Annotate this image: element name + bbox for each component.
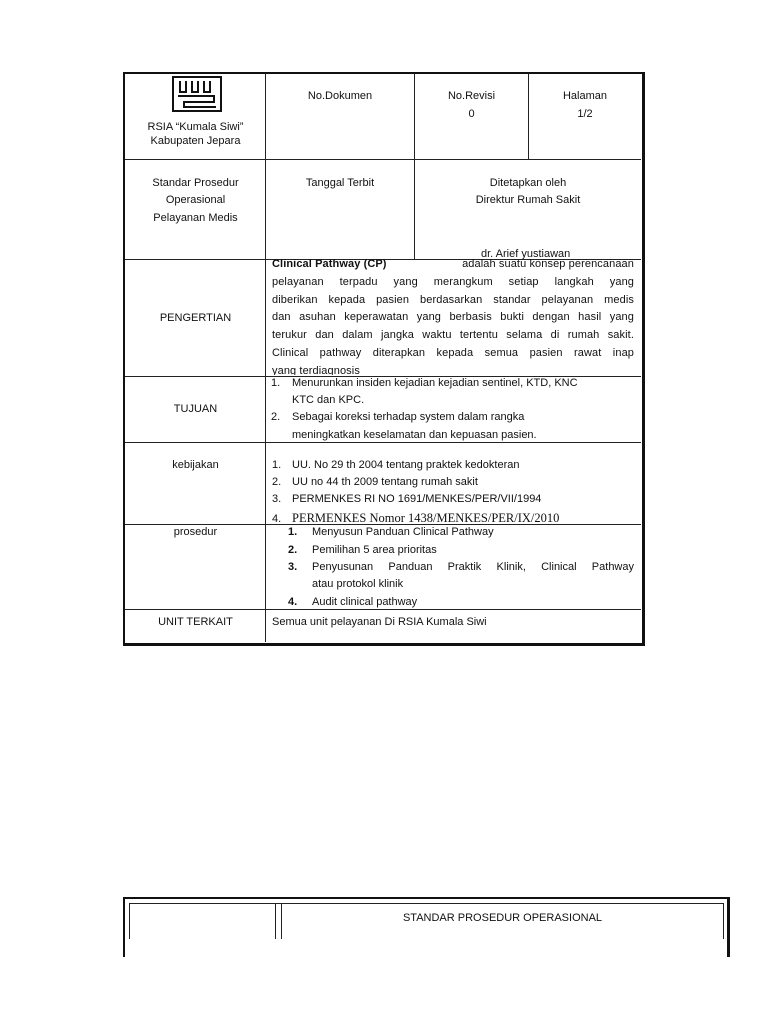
page2-table xyxy=(123,897,730,957)
prosedur-item-4-number: 4. xyxy=(288,596,298,608)
document-number-label: No.Dokumen xyxy=(307,90,373,102)
kebijakan-item-4: PERMENKES Nomor 1438/MENKES/PER/IX/2010 xyxy=(292,511,560,525)
tujuan-item-1-line2: KTC dan KPC. xyxy=(292,394,365,406)
page-value: 1/2 xyxy=(577,108,593,120)
hospital-name: RSIA “Kumala Siwi” xyxy=(147,121,244,133)
revision-value: 0 xyxy=(468,108,475,120)
set-by-line1: Ditetapkan oleh xyxy=(489,177,567,189)
hospital-logo-icon xyxy=(172,76,222,112)
page2-inner-border xyxy=(723,903,724,939)
page2-column-divider xyxy=(275,903,276,939)
kebijakan-item-1: UU. No 29 th 2004 tentang praktek kedokteran xyxy=(292,459,520,471)
kebijakan-item-2: UU no 44 th 2009 tentang rumah sakit xyxy=(292,476,478,488)
page2-inner-border xyxy=(129,903,724,904)
signatory-name: dr. Arief yustiawan xyxy=(481,248,571,260)
unit-terkait-label: UNIT TERKAIT xyxy=(158,616,233,628)
prosedur-item-3-number: 3. xyxy=(288,561,298,573)
prosedur-item-1-number: 1. xyxy=(288,526,298,538)
pengertian-text: Clinical Pathway (CP) adalah suatu konsep perencanaan pelayanan terpadu yang merangkum setiap langkah yang diberikan kepada pasien berdasarkan standar pelayanan medis dan asuhan keperawatan yang berbasis bukti dengan hasil yang terukur dan dalam jangka waktu tertentu selama di rumah sakit. Clinical pathway diterapkan kepada semua pasien rawat inap yang terdiagnosis xyxy=(272,258,634,375)
sop-title-line2: Operasional xyxy=(165,194,226,206)
set-by-line2: Direktur Rumah Sakit xyxy=(475,194,581,206)
prosedur-item-1: Menyusun Panduan Clinical Pathway xyxy=(312,526,494,538)
tujuan-item-2-line1: Sebagai koreksi terhadap system dalam rangka xyxy=(292,411,525,423)
tujuan-item-1-line1: Menurunkan insiden kejadian kejadian sentinel, KTD, KNC xyxy=(292,377,578,389)
prosedur-label: prosedur xyxy=(173,526,218,538)
pengertian-term: Clinical Pathway (CP) xyxy=(272,258,387,270)
sop-title-line3: Pelayanan Medis xyxy=(153,212,238,224)
prosedur-item-3-line2: atau protokol klinik xyxy=(312,578,404,590)
sop-title-line1: Standar Prosedur xyxy=(152,177,239,189)
column-divider xyxy=(265,74,266,642)
page-label: Halaman xyxy=(562,90,608,102)
page2-title: STANDAR PROSEDUR OPERASIONAL xyxy=(402,912,603,924)
prosedur-item-3-line1: Penyusunan Panduan Praktik Klinik, Clinical Pathway xyxy=(312,561,634,573)
kebijakan-item-1-number: 1. xyxy=(272,459,282,471)
revision-label: No.Revisi xyxy=(447,90,496,102)
kebijakan-item-3: PERMENKES RI NO 1691/MENKES/PER/VII/1994 xyxy=(292,493,542,505)
kebijakan-item-2-number: 2. xyxy=(272,476,282,488)
tujuan-label: TUJUAN xyxy=(173,403,218,415)
tujuan-item-1-number: 1. xyxy=(271,377,281,389)
page2-inner-border xyxy=(129,903,130,939)
tujuan-item-2-number: 2. xyxy=(271,411,281,423)
prosedur-item-2-number: 2. xyxy=(288,544,298,556)
kebijakan-item-4-number: 4. xyxy=(272,513,282,525)
kebijakan-label: kebijakan xyxy=(172,459,219,471)
issue-date-label: Tanggal Terbit xyxy=(305,177,375,189)
tujuan-item-2-line2: meningkatkan keselamatan dan kepuasan pasien. xyxy=(292,429,537,441)
prosedur-item-4: Audit clinical pathway xyxy=(312,596,418,608)
unit-terkait-value: Semua unit pelayanan Di RSIA Kumala Siwi xyxy=(272,616,487,628)
hospital-location: Kabupaten Jepara xyxy=(150,135,241,147)
prosedur-item-2: Pemilihan 5 area prioritas xyxy=(312,544,437,556)
row-divider xyxy=(125,159,641,160)
pengertian-label: PENGERTIAN xyxy=(159,312,232,324)
kebijakan-item-3-number: 3. xyxy=(272,493,282,505)
